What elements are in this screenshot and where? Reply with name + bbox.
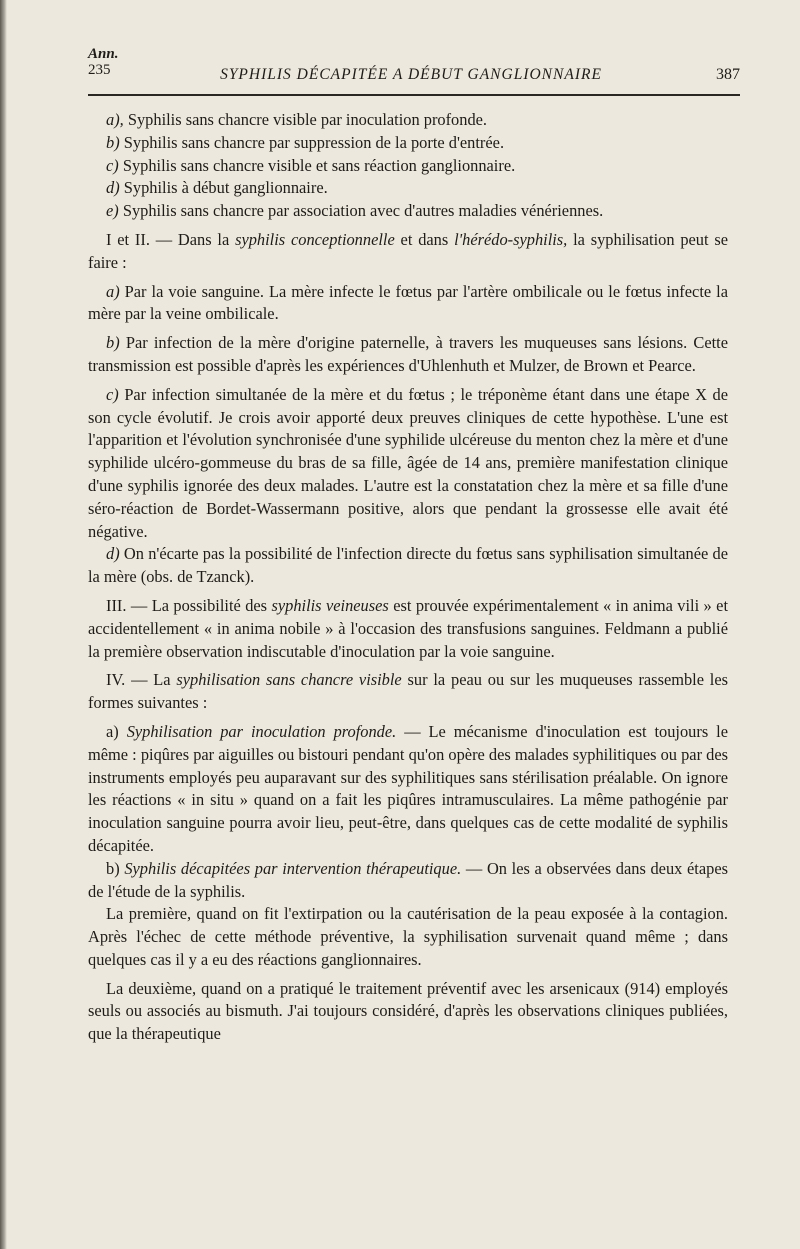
paragraph-text: Par la voie sanguine. La mère infecte le fœtus par l'artère ombilicale ou le fœtus infecte la mère par la veine ombilicale.	[88, 281, 728, 324]
paragraph-text: Syphilis sans chancre visible par inoculation profonde.	[123, 110, 488, 129]
item-label: c)	[106, 155, 119, 175]
paragraph-ii-d	[88, 543, 728, 589]
header-rule	[88, 94, 740, 96]
item-label: a)	[106, 281, 120, 301]
paragraph-text: Syphilis sans chancre visible et sans réaction ganglionnaire.	[118, 155, 516, 175]
paragraph-text: et dans	[394, 229, 455, 249]
item-label: e)	[106, 201, 119, 221]
item-label: b)	[106, 132, 120, 152]
paragraph-iv	[88, 669, 728, 715]
emphasis: l'hérédo-syphilis,	[454, 229, 568, 249]
paragraph-text: — Le mécanisme d'inoculation est toujours le même : piqûres par aiguilles ou bistouri pendant qu'on opère des malades syphilitiques ou par des instruments employés peu auparavant sur des syphilitiques sans stérilisation préalable. On ignore les réactions « in situ » quand on a fait les piqûres intramusculaires. La même pathogénie par inoculation sanguine pourra avoir lieu, peut-être, dans quelques cas de cette modalité de syphilis décapitée.	[88, 721, 728, 855]
emphasis: syphilis conceptionnelle	[235, 229, 395, 249]
paragraph-d	[88, 177, 728, 200]
paragraph-text: b)	[106, 858, 125, 878]
paragraph-iv-a	[88, 721, 728, 858]
paragraph-e	[88, 200, 728, 223]
emphasis: Syphilisation par inoculation profonde.	[126, 721, 397, 741]
body-text	[88, 109, 728, 1046]
journal-abbrev: Ann.	[88, 46, 119, 62]
item-label: a),	[106, 110, 124, 129]
paragraph-b	[88, 132, 728, 155]
paragraph-text: sur la peau ou sur les muqueuses rassemble les formes suivantes :	[88, 670, 729, 713]
paragraph-ii-b	[88, 332, 728, 378]
paragraph-text: — On les a observées dans deux étapes de l'étude de la syphilis.	[88, 858, 728, 901]
item-label: d)	[106, 178, 120, 198]
page-number: 387	[716, 66, 740, 83]
journal-reference	[88, 46, 118, 78]
paragraph-text: On n'écarte pas la possibilité de l'infection directe du fœtus sans syphilisation simultanée de la mère (obs. de Tzanck).	[88, 544, 728, 587]
paragraph-deuxieme	[88, 978, 728, 1046]
paragraph-text: La première, quand on fit l'extirpation ou la cautérisation de la peau exposée à la contagion. Après l'échec de cette méthode préventive, la syphilisation survenait quand même ; dans quelques cas il y a eu des réactions ganglionnaires.	[88, 904, 728, 969]
paragraph-iii	[88, 595, 728, 663]
paragraph-text: Par infection de la mère d'origine paternelle, à travers les muqueuses sans lésions. Cette transmission est possible d'après les expériences d'Uhlenhuth et Mulzer, de Brown et Pearce.	[88, 333, 728, 375]
item-label: d)	[106, 544, 120, 564]
paragraph-iv-b	[88, 858, 728, 904]
paragraph-ii-a	[88, 281, 728, 327]
paragraph-text: I et II. — Dans la	[106, 229, 236, 249]
paragraph-a	[88, 109, 728, 132]
book-spine-shadow	[0, 0, 7, 1249]
paragraph-premiere	[88, 903, 728, 971]
running-title: SYPHILIS DÉCAPITÉE A DÉBUT GANGLIONNAIRE	[220, 66, 602, 83]
volume-number: 235	[88, 62, 111, 78]
paragraph-text: La deuxième, quand on a pratiqué le traitement préventif avec les arsenicaux (914) employés seuls ou associés au bismuth. J'ai toujours considéré, d'après les observations cliniques publiées, que la thérapeutique	[88, 978, 728, 1044]
item-label: c)	[106, 384, 119, 404]
emphasis: syphilis veineuses	[271, 595, 389, 615]
paragraph-text: est prouvée expérimentalement « in anima vili » et accidentellement « in anima nobile » à l'occasion des transfusions sanguines. Feldmann a publié la première observation indiscutable d'inoculation par la voie sanguine.	[88, 595, 729, 661]
paragraph-text: la syphilisation peut se faire :	[88, 229, 729, 272]
emphasis: Syphilis décapitées par intervention thérapeutique.	[124, 858, 462, 878]
paragraph-text: Par infection simultanée de la mère et du fœtus ; le tréponème étant dans une étape X de son cycle évolutif. Je crois avoir apporté deux preuves cliniques de cette hypothèse. L'une est l'apparition et l'évolution synchronisée d'une syphilide ulcéreuse du menton chez la mère et d'une syphilide ulcéro-gommeuse du bras de sa fille, âgée de 14 ans, première manifestation clinique d'une syphilis ignorée des deux malades. L'autre est la constatation chez la mère et sa fille d'une séro-réaction de Bordet-Wassermann positive, alors que pendant la grossesse elle avait été négative.	[88, 384, 728, 541]
paragraph-text: Syphilis à début ganglionnaire.	[119, 178, 328, 198]
item-label: b)	[106, 333, 120, 353]
paragraph-text: Syphilis sans chancre par association avec d'autres maladies vénériennes.	[118, 201, 604, 221]
paragraph-text: III. — La possibilité des	[106, 595, 272, 615]
paragraph-text: Syphilis sans chancre par suppression de la porte d'entrée.	[119, 132, 505, 152]
paragraph-ii-c	[88, 384, 728, 544]
paragraph-i-ii	[88, 229, 728, 275]
paragraph-text: IV. — La	[106, 670, 177, 690]
paragraph-text: a)	[106, 721, 127, 741]
paragraph-c	[88, 155, 728, 178]
emphasis: syphilisation sans chancre visible	[176, 670, 402, 690]
